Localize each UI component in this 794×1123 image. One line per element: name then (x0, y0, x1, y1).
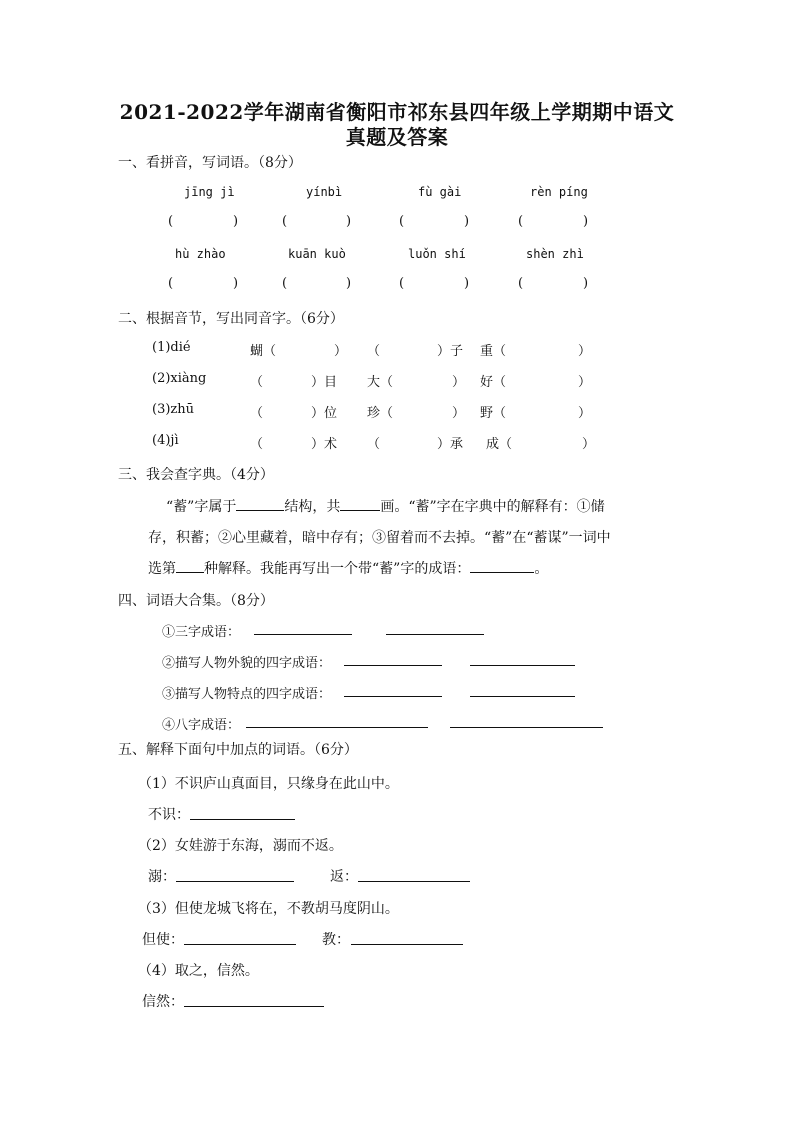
dictionary-text-2: 存，积蓄；②心里藏着，暗中存有；③留着而不去掉。“蓄”在“蓄谋”一词中 (148, 530, 611, 546)
dictionary-text-1c: 画。“蓄”字在字典中的解释有：①储 (380, 499, 605, 515)
question-2: （2）女娃游于东海，溺而不返。 (138, 838, 343, 854)
idiom-item-label: ④八字成语： (162, 718, 241, 733)
dictionary-text-1b: 结构，共 (284, 499, 341, 515)
answer-paren-open: ( (282, 214, 288, 229)
question-4: （4）取之，信然。 (138, 963, 259, 979)
pinyin-7: luǒn shí (408, 247, 466, 261)
homophone-b-close: ）承 (437, 437, 464, 452)
pinyin-2: yínbì (306, 185, 343, 199)
homophone-b-open: （ (367, 437, 381, 452)
section3-heading: 三、我会查字典。（4分） (118, 467, 274, 483)
section2-heading: 二、根据音节，写出同音字。（6分） (118, 311, 344, 327)
question-1-term: 不识： (148, 807, 190, 823)
homophone-a-open: （ (250, 437, 264, 452)
section5-heading: 五、解释下面句中加点的词语。（6分） (118, 742, 358, 758)
answer-blank[interactable] (470, 695, 575, 697)
homophone-c-close: ） (578, 344, 592, 359)
answer-blank[interactable] (450, 726, 603, 728)
question-3-term-a: 但使： (142, 932, 184, 948)
pinyin-8: shèn zhì (526, 247, 584, 261)
idiom-blank[interactable] (470, 558, 534, 573)
homophone-c-close: ） (578, 375, 592, 390)
homophone-label: (1)dié (152, 340, 191, 355)
homophone-b-open: 大（ (367, 375, 394, 390)
homophone-b-close: ） (452, 406, 466, 421)
section1-heading: 一、看拼音，写词语。（8分） (118, 155, 302, 171)
answer-paren-close: ) (346, 214, 352, 229)
question-3-term-b: 教： (322, 932, 350, 948)
answer-paren-open: ( (399, 276, 405, 291)
idiom-item-label: ①三字成语： (162, 625, 241, 640)
homophone-b-open: （ (367, 344, 381, 359)
answer-paren-close: ) (346, 276, 352, 291)
answer-paren-close: ) (233, 214, 239, 229)
answer-blank[interactable] (470, 664, 575, 666)
answer-blank[interactable] (358, 880, 470, 882)
answer-blank[interactable] (184, 1005, 324, 1007)
answer-blank[interactable] (176, 880, 294, 882)
answer-paren-open: ( (518, 276, 524, 291)
homophone-label: (3)zhū (152, 402, 195, 417)
homophone-a-open: （ (250, 406, 264, 421)
strokes-blank[interactable] (340, 496, 380, 511)
answer-paren-open: ( (168, 214, 174, 229)
answer-paren-open: ( (518, 214, 524, 229)
answer-paren-close: ) (464, 276, 470, 291)
meaning-number-blank[interactable] (176, 558, 204, 573)
homophone-c-open: 好（ (480, 375, 507, 390)
structure-blank[interactable] (236, 496, 284, 511)
question-1: （1）不识庐山真面目，只缘身在此山中。 (138, 776, 399, 792)
pinyin-1: jīng jì (184, 185, 235, 199)
pinyin-3: fù gài (418, 185, 462, 199)
dictionary-text-3b: 种解释。我能再写出一个带“蓄”字的成语： (204, 561, 471, 577)
pinyin-6: kuān kuò (288, 247, 346, 261)
homophone-b-open: 珍（ (367, 406, 394, 421)
document-title-line1: 2021-2022学年湖南省衡阳市祁东县四年级上学期期中语文 (119, 100, 675, 124)
homophone-a-open: （ (250, 375, 264, 390)
pinyin-5: hù zhào (175, 247, 226, 261)
answer-paren-open: ( (168, 276, 174, 291)
question-2-term-b: 返： (330, 869, 358, 885)
homophone-b-close: ）子 (437, 344, 464, 359)
answer-blank[interactable] (344, 664, 442, 666)
answer-paren-open: ( (282, 276, 288, 291)
homophone-label: (4)jì (152, 433, 179, 448)
section4-heading: 四、词语大合集。（8分） (118, 593, 274, 609)
answer-blank[interactable] (351, 943, 463, 945)
dictionary-text-3a: 选第 (148, 561, 176, 577)
homophone-a-close: ）术 (311, 437, 338, 452)
idiom-item-label: ②描写人物外貌的四字成语： (162, 656, 332, 671)
answer-blank[interactable] (344, 695, 442, 697)
question-2-term-a: 溺： (148, 869, 176, 885)
homophone-c-open: 重（ (480, 344, 507, 359)
answer-paren-close: ) (583, 214, 589, 229)
homophone-c-open: 野（ (480, 406, 507, 421)
answer-blank[interactable] (184, 943, 296, 945)
homophone-a-open: 蝴（ (250, 344, 277, 359)
answer-paren-close: ) (233, 276, 239, 291)
dictionary-text-1 (166, 496, 605, 516)
answer-paren-open: ( (399, 214, 405, 229)
homophone-label: (2)xiàng (152, 371, 207, 386)
answer-blank[interactable] (246, 726, 428, 728)
answer-blank[interactable] (190, 818, 295, 820)
dictionary-text-3c: 。 (534, 561, 549, 577)
pinyin-4: rèn píng (530, 185, 588, 199)
homophone-c-close: ） (582, 437, 596, 452)
dictionary-text-1a: “蓄”字属于 (166, 499, 237, 515)
answer-paren-close: ) (583, 276, 589, 291)
homophone-c-open: 成（ (486, 437, 513, 452)
answer-blank[interactable] (386, 633, 484, 635)
question-4-term: 信然： (142, 994, 184, 1010)
answer-blank[interactable] (254, 633, 352, 635)
homophone-a-close: ）目 (311, 375, 338, 390)
homophone-c-close: ） (578, 406, 592, 421)
homophone-b-close: ） (452, 375, 466, 390)
dictionary-text-3 (148, 558, 548, 578)
idiom-item-label: ③描写人物特点的四字成语： (162, 687, 332, 702)
homophone-a-close: ） (334, 344, 348, 359)
answer-paren-close: ) (464, 214, 470, 229)
homophone-a-close: ）位 (311, 406, 338, 421)
document-title-line2: 真题及答案 (345, 125, 449, 149)
question-3: （3）但使龙城飞将在，不教胡马度阴山。 (138, 901, 399, 917)
